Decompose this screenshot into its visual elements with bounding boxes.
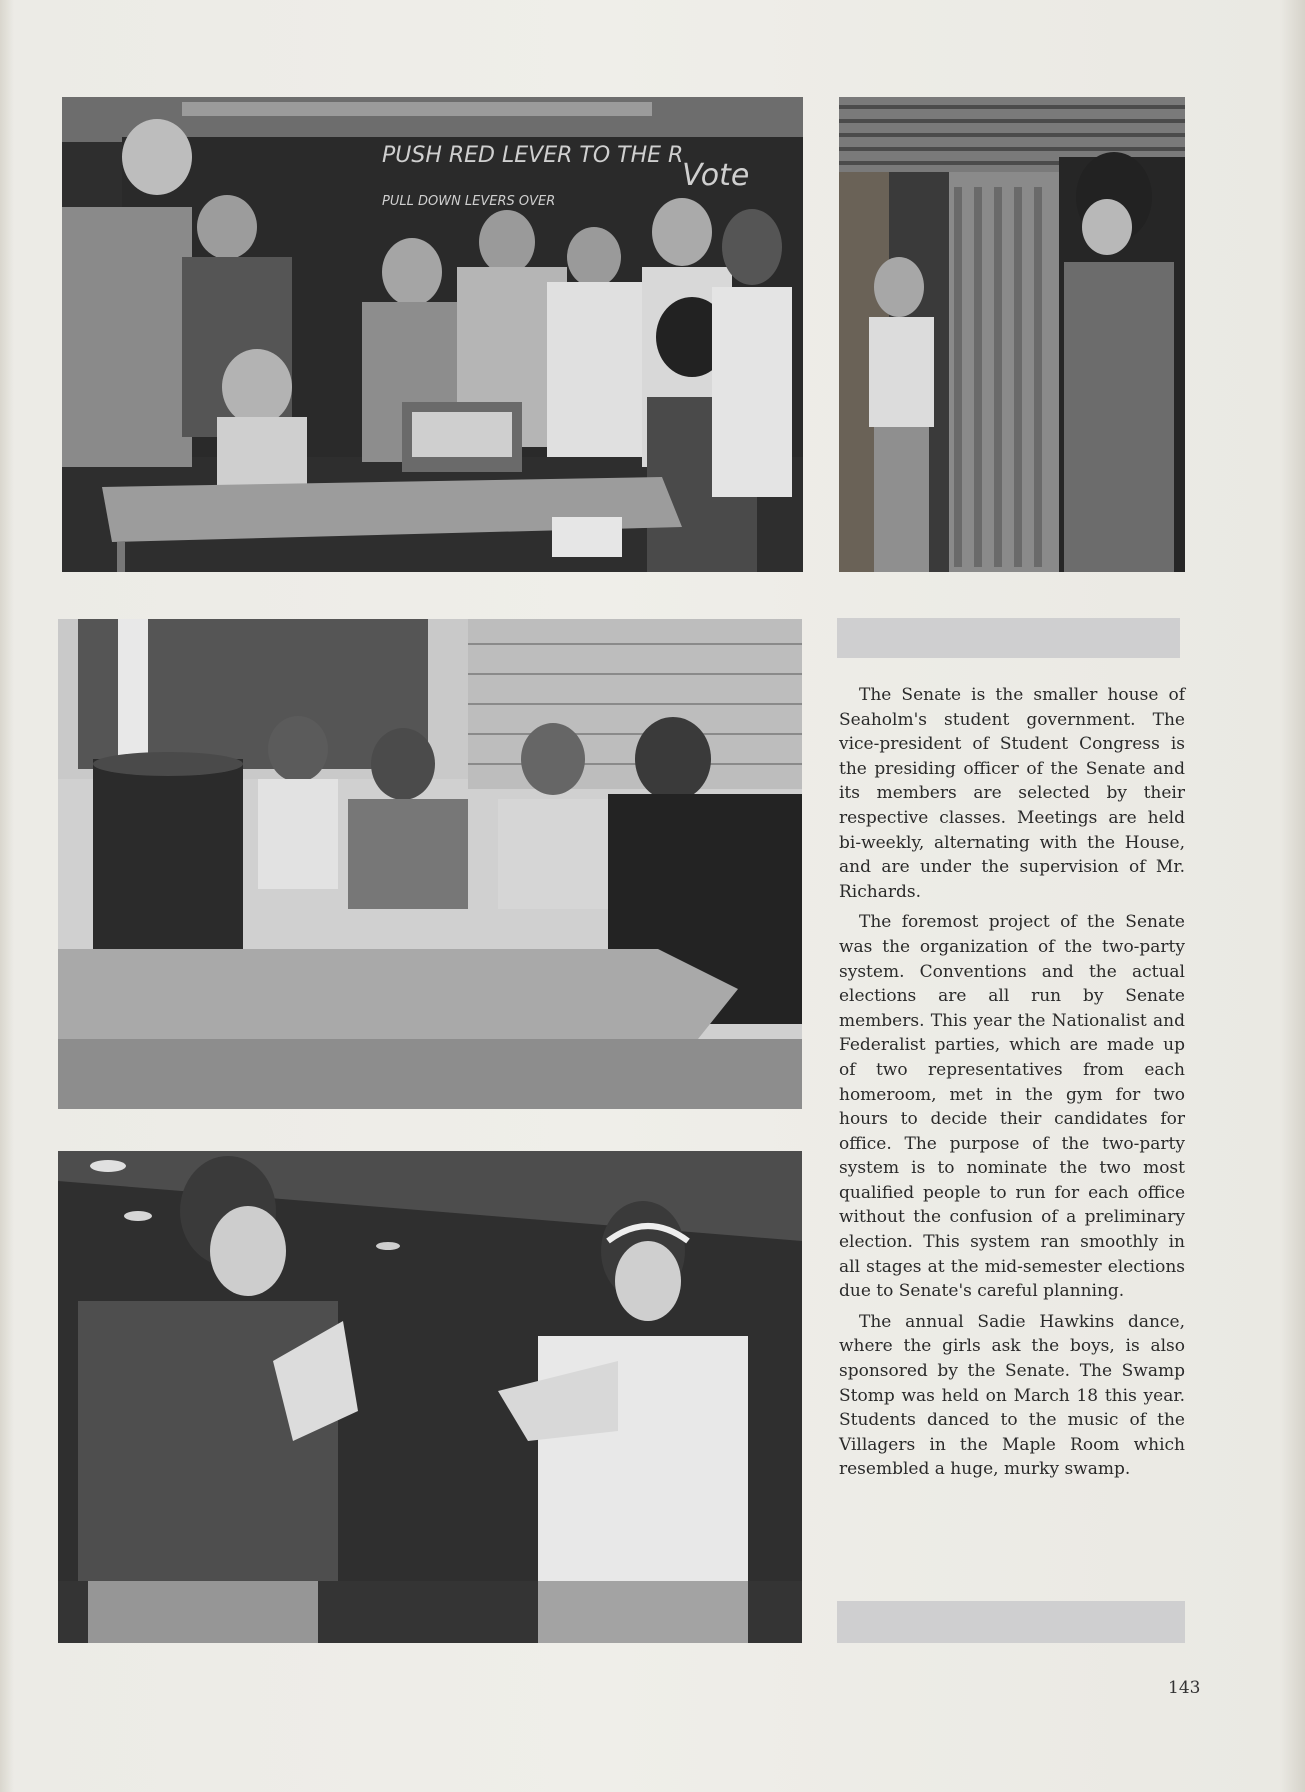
caption-bar-top: [837, 618, 1180, 658]
photo-voting-machine: [62, 97, 803, 572]
photo-senate-meeting: [58, 619, 802, 1109]
chalkboard-line-2: PULL DOWN LEVERS OVER: [382, 194, 556, 209]
caption-bar-bottom: [837, 1601, 1185, 1643]
photo-two-girls: [58, 1151, 802, 1643]
paragraph-sadie-hawkins: The annual Sadie Hawkins dance, where the girls ask the boys, is also sponsored by the Senate. The Swamp Stomp was held on March 18 this year. Students danced to the music of the Villagers in the Maple Room which resembled a huge, murky swamp.: [839, 1311, 1185, 1480]
chalkboard-line-1: PUSH RED LEVER TO THE R: [382, 143, 684, 168]
chalkboard-word: Vote: [682, 158, 750, 193]
page-number: 143: [1168, 1678, 1201, 1698]
article-body: [839, 683, 1185, 1488]
paragraph-two-party: The foremost project of the Senate was the organization of the two-party system. Conventions and the actual elections are all run by Senate members. This year the Nationalist and Federalist parties, which are made up of two representatives from each homeroom, met in the gym for two hours to decide their candidates for office. The purpose of the two-party system is to nominate the two most qualified people to run for each office without the confusion of a preliminary election. This system ran smoothly in all stages at the mid-semester elections due to Senate's careful planning.: [839, 912, 1185, 1302]
photo-voting-booth: [839, 97, 1185, 572]
paragraph-senate-intro: The Senate is the smaller house of Seaholm's student government. The vice-president of Student Congress is the presiding officer of the Senate and its members are selected by their respective classes. Meetings are held bi-weekly, alternating with the House, and are under the supervision of Mr. Richards.: [839, 685, 1185, 902]
